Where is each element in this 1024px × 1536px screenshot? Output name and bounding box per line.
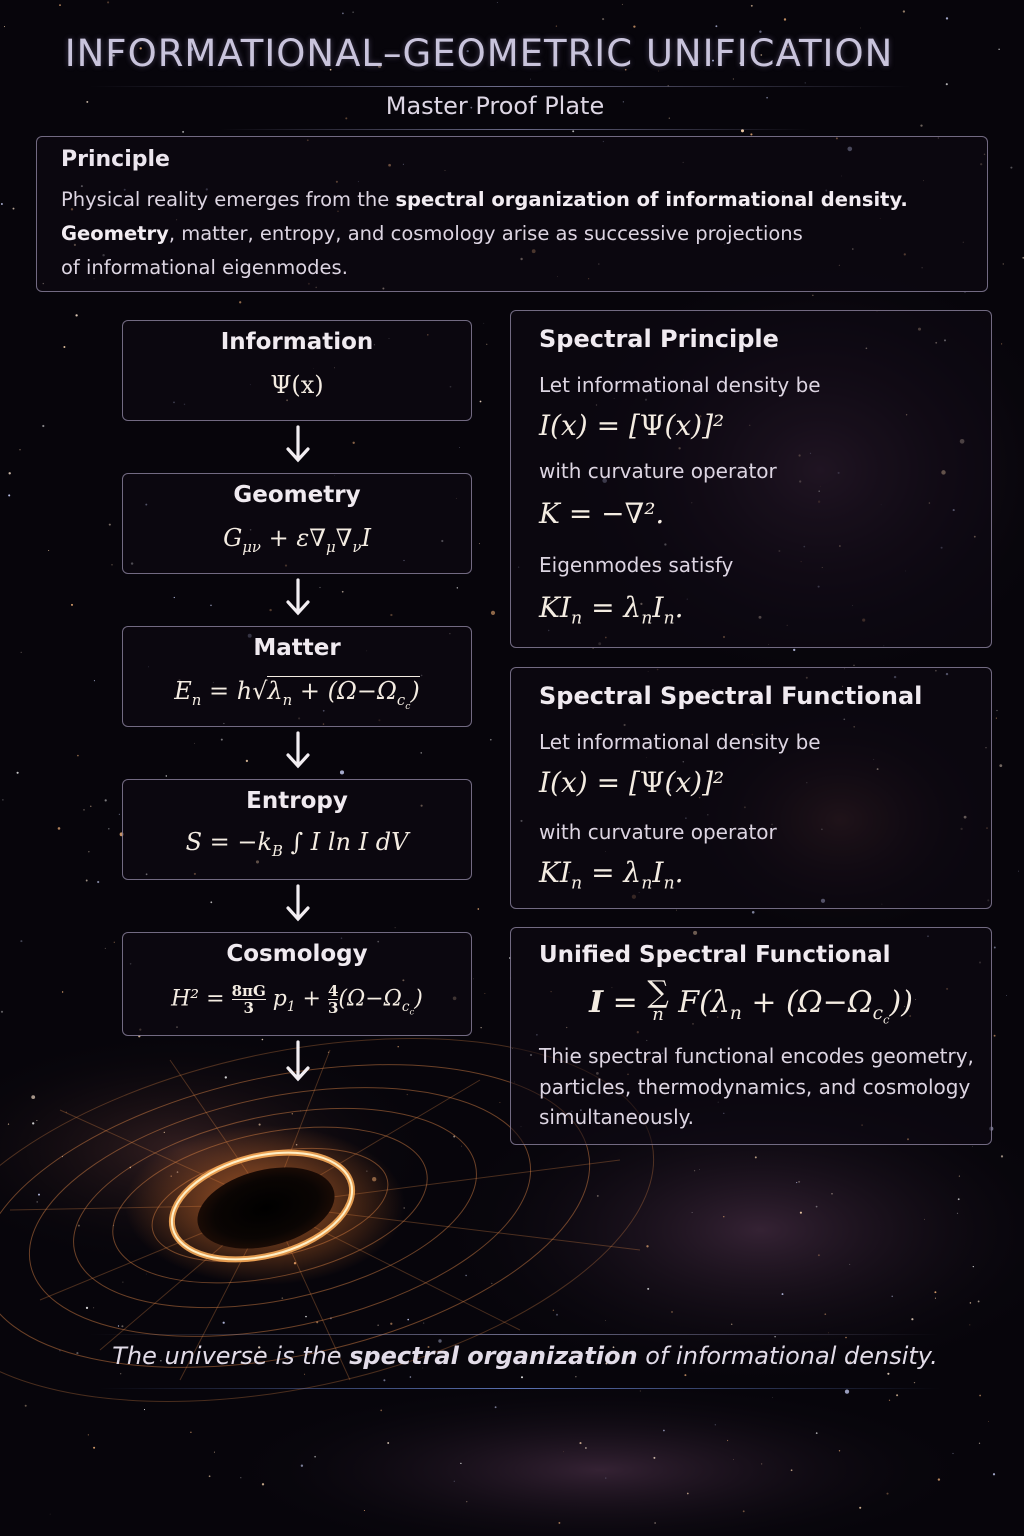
star: [934, 1291, 936, 1293]
star: [105, 799, 107, 801]
flow-node-geometry: [122, 473, 472, 574]
star: [958, 1198, 960, 1200]
star: [676, 910, 677, 911]
star: [58, 827, 61, 830]
star: [896, 1394, 898, 1396]
star: [994, 947, 996, 949]
star: [715, 1424, 716, 1425]
spectral-functional-heading: Spectral Spectral Functional: [539, 682, 923, 710]
node-equation: $S = -k_B$ ∫ I ln I dV: [185, 828, 409, 860]
star: [575, 1376, 576, 1377]
star: [19, 449, 20, 450]
unified-functional-heading: Unified Spectral Functional: [539, 942, 891, 968]
star: [733, 1459, 734, 1460]
node-label: Information: [220, 329, 374, 355]
star: [13, 208, 15, 210]
star: [114, 942, 115, 943]
star: [395, 927, 396, 928]
star: [946, 17, 948, 19]
star: [301, 1465, 303, 1467]
star: [969, 1324, 970, 1325]
star: [782, 1293, 784, 1295]
star: [970, 1302, 972, 1304]
flow-node-cosmology: [122, 932, 472, 1036]
star: [484, 323, 485, 324]
star: [380, 1410, 382, 1412]
star: [999, 764, 1002, 767]
star: [75, 314, 77, 316]
unified-functional-text1: Thie spectral functional encodes geometry,: [539, 1044, 974, 1068]
star: [342, 13, 344, 15]
flow-node-information: [122, 320, 472, 421]
node-equation: Ψ(x): [270, 371, 324, 399]
star: [305, 1316, 306, 1317]
page-title: INFORMATIONAL–GEOMETRIC UNIFICATION: [64, 32, 894, 75]
star: [761, 1463, 762, 1464]
star: [579, 1442, 581, 1444]
star: [86, 1307, 88, 1309]
principle-line2-a: Geometry: [61, 222, 169, 245]
star: [119, 814, 120, 815]
star: [383, 1379, 385, 1381]
star: [174, 597, 175, 598]
star: [97, 881, 99, 883]
down-arrow-icon: [283, 731, 313, 771]
principle-line2-b: , matter, entropy, and cosmology arise as successive projections: [168, 222, 803, 245]
spectral-principle-text1: Let informational density be: [539, 373, 821, 397]
star: [481, 1027, 482, 1028]
star: [86, 880, 88, 882]
star: [752, 911, 755, 914]
principle-panel: [36, 136, 988, 292]
star: [495, 1406, 497, 1408]
star: [796, 1182, 797, 1183]
star: [640, 1391, 641, 1392]
star: [182, 131, 184, 133]
star: [492, 1283, 493, 1284]
star: [812, 295, 813, 296]
star: [88, 1434, 89, 1435]
star: [223, 1322, 225, 1324]
star: [911, 1318, 913, 1320]
star: [465, 1275, 466, 1276]
star: [924, 1219, 925, 1220]
star: [654, 1522, 655, 1523]
star: [210, 605, 211, 606]
star: [390, 614, 392, 616]
star: [59, 4, 61, 6]
star: [17, 772, 19, 774]
star: [996, 718, 997, 719]
star: [1, 203, 3, 205]
principle-line1-a: Physical reality emerges from the: [61, 188, 396, 211]
star: [239, 301, 241, 303]
star: [36, 1201, 38, 1203]
footer-quote: [0, 1342, 1024, 1370]
page-subtitle: Master Proof Plate: [385, 92, 605, 120]
star: [602, 18, 604, 20]
star: [715, 25, 717, 27]
star: [164, 1132, 165, 1133]
star: [2, 799, 3, 800]
principle-line3: of informational eigenmodes.: [61, 256, 348, 279]
star: [593, 648, 594, 649]
subtitle-divider: [220, 129, 810, 130]
star: [692, 1212, 693, 1213]
star: [94, 680, 95, 681]
star: [269, 609, 271, 611]
star: [25, 1405, 27, 1407]
star: [556, 1314, 558, 1316]
unified-functional-text3: simultaneously.: [539, 1105, 694, 1129]
star: [646, 1245, 648, 1247]
star: [784, 18, 786, 20]
star: [558, 1522, 560, 1524]
spectral-principle-eq3: $KI_n = \lambda_nI_n$.: [539, 591, 684, 629]
principle-line1-b: spectral organization of informational density.: [395, 188, 908, 211]
node-equation: $E_n = h√\lambda_n + (\Omega-\Omega_{c_c})$: [174, 677, 420, 712]
footer-quote-a: The universe is the: [112, 1342, 350, 1370]
star: [1003, 263, 1004, 264]
star: [421, 752, 422, 753]
star: [38, 1194, 40, 1196]
star: [42, 425, 44, 427]
star: [979, 1443, 980, 1444]
star: [743, 1510, 745, 1512]
star: [647, 1288, 649, 1290]
star: [105, 948, 106, 949]
star: [48, 550, 49, 551]
star: [63, 346, 65, 348]
star: [959, 1176, 960, 1177]
down-arrow-icon: [283, 884, 313, 924]
star: [751, 5, 753, 7]
spectral-principle-text2: with curvature operator: [539, 459, 777, 483]
star: [530, 79, 531, 80]
flow-node-matter: [122, 626, 472, 727]
node-label: Matter: [253, 635, 341, 661]
star: [887, 1373, 889, 1375]
flow-node-entropy: [122, 779, 472, 880]
star: [886, 1493, 888, 1495]
star: [1001, 1155, 1003, 1157]
spectral-functional-text2: with curvature operator: [539, 820, 777, 844]
star: [410, 1376, 412, 1378]
star: [486, 344, 487, 345]
footer-divider-top: [90, 1334, 940, 1335]
star: [1006, 995, 1007, 996]
down-arrow-icon: [283, 578, 313, 618]
star: [727, 1440, 728, 1441]
spectral-principle-panel: [510, 310, 992, 648]
star: [8, 1124, 9, 1125]
star: [166, 775, 167, 776]
star: [889, 1400, 890, 1401]
star: [653, 1457, 655, 1459]
star: [978, 1300, 980, 1302]
star: [1, 1011, 3, 1013]
star: [521, 1376, 523, 1378]
star: [585, 1447, 587, 1449]
star: [891, 1296, 892, 1297]
star: [353, 442, 355, 444]
star: [1018, 871, 1019, 872]
star: [77, 755, 79, 757]
star: [221, 739, 223, 741]
star: [423, 1323, 424, 1324]
star: [282, 1297, 284, 1299]
spectral-principle-eq1: I(x) = [Ψ(x)]²: [539, 409, 725, 442]
star: [9, 472, 11, 474]
star: [144, 1409, 145, 1410]
star: [457, 587, 458, 588]
star: [225, 1076, 227, 1078]
star: [262, 1039, 264, 1041]
unified-functional-text2: particles, thermodynamics, and cosmology: [539, 1075, 971, 1099]
star: [556, 25, 557, 26]
star: [622, 4, 623, 5]
star: [108, 828, 110, 830]
star: [342, 591, 344, 593]
star: [849, 1264, 850, 1265]
star: [816, 1432, 818, 1434]
star: [473, 979, 474, 980]
star: [772, 1397, 773, 1398]
star: [480, 401, 482, 403]
star: [860, 28, 861, 29]
star: [935, 1298, 936, 1299]
star: [996, 710, 997, 711]
star: [50, 1514, 51, 1515]
star: [818, 1254, 820, 1256]
star: [903, 10, 905, 12]
spectral-functional-text1: Let informational density be: [539, 730, 821, 754]
star: [733, 79, 734, 80]
star: [90, 806, 91, 807]
star: [118, 1325, 119, 1326]
star: [687, 1493, 689, 1495]
star: [378, 1325, 379, 1326]
star: [914, 1382, 915, 1383]
star: [694, 1170, 695, 1171]
node-equation: H² = $\frac{8\pi G}{3}$ $p_1$ + $\frac{4}{3}$ $(\Omega-\Omega_{c_c})$: [171, 982, 423, 1017]
star: [845, 1337, 847, 1339]
star: [952, 1453, 953, 1454]
star: [845, 1389, 849, 1393]
star: [572, 130, 574, 132]
star: [62, 991, 63, 992]
star: [146, 1274, 147, 1275]
star: [663, 1430, 665, 1432]
spectral-functional-eq2: $KI_n = \lambda_nI_n$.: [539, 856, 684, 894]
star: [816, 1206, 818, 1208]
star: [194, 743, 195, 744]
star: [304, 1374, 305, 1375]
star: [597, 1195, 599, 1197]
star: [397, 1046, 398, 1047]
star: [466, 1501, 467, 1502]
star: [774, 1336, 775, 1337]
node-label: Cosmology: [226, 941, 368, 967]
star: [499, 1102, 500, 1103]
star: [407, 1094, 408, 1095]
star: [965, 292, 966, 293]
star: [791, 1469, 793, 1471]
star: [78, 1225, 80, 1227]
star: [491, 611, 495, 615]
star: [8, 494, 10, 496]
star: [854, 665, 855, 666]
star: [20, 940, 22, 942]
star: [993, 1473, 995, 1475]
principle-text: [61, 183, 981, 285]
star: [407, 1319, 409, 1321]
principle-heading: Principle: [61, 147, 170, 172]
star: [387, 1442, 389, 1444]
star: [459, 447, 460, 448]
star: [262, 1483, 264, 1485]
star: [214, 1452, 215, 1453]
star: [731, 1324, 733, 1326]
down-arrow-icon: [283, 1040, 313, 1084]
spectral-principle-heading: Spectral Principle: [539, 325, 779, 353]
star: [793, 649, 795, 651]
star: [684, 1374, 686, 1376]
star: [479, 543, 480, 544]
star: [93, 1307, 94, 1308]
footer-quote-c: of informational density.: [637, 1342, 938, 1370]
star: [460, 1463, 461, 1464]
title-divider: [90, 86, 910, 87]
star: [190, 1432, 191, 1433]
star: [107, 1, 109, 3]
star: [824, 1313, 826, 1315]
spectral-principle-eq2: K = −∇².: [539, 497, 665, 530]
star: [36, 1120, 37, 1121]
star: [805, 82, 806, 83]
star: [122, 1282, 123, 1283]
star: [111, 564, 113, 566]
star: [352, 12, 353, 13]
star: [93, 1447, 95, 1449]
star: [988, 1421, 989, 1422]
star: [755, 1156, 757, 1158]
star: [1001, 343, 1002, 344]
star: [938, 1478, 940, 1480]
star: [972, 1146, 973, 1147]
star: [563, 1451, 564, 1452]
down-arrow-icon: [283, 425, 313, 465]
star: [32, 1122, 34, 1124]
star: [485, 993, 486, 994]
star: [390, 1323, 392, 1325]
footer-divider-bottom: [100, 1388, 940, 1389]
star: [109, 524, 111, 526]
star: [957, 1213, 958, 1214]
star: [633, 25, 635, 27]
star: [699, 1169, 700, 1170]
star: [240, 1477, 241, 1478]
star: [83, 809, 84, 810]
star: [998, 49, 999, 50]
star: [831, 1193, 833, 1195]
star: [319, 587, 320, 588]
star: [71, 604, 73, 606]
star: [839, 1450, 840, 1451]
star: [21, 652, 22, 653]
spectral-functional-eq1: I(x) = [Ψ(x)]²: [539, 766, 725, 799]
star: [605, 1320, 606, 1321]
star: [31, 1095, 35, 1099]
star: [314, 1456, 316, 1458]
star: [946, 83, 948, 85]
star: [671, 1311, 672, 1312]
star: [121, 1325, 123, 1327]
node-label: Geometry: [233, 482, 361, 508]
star: [859, 1507, 861, 1509]
star: [4, 26, 5, 27]
star: [553, 1310, 554, 1311]
star: [88, 851, 89, 852]
star: [120, 1373, 121, 1374]
star: [973, 1266, 974, 1267]
spectral-functional-panel: [510, 667, 992, 909]
star: [364, 1510, 365, 1511]
star: [979, 1395, 981, 1397]
node-equation: $G_{\mu\nu} + \varepsilon\nabla_\mu\nabla_\nu I$: [223, 524, 371, 556]
spectral-principle-text3: Eigenmodes satisfy: [539, 553, 734, 577]
star: [477, 908, 479, 910]
unified-functional-equation: I = ∑ n $F(\lambda_n + (\Omega-\Omega_{c_c}))$: [589, 975, 913, 1027]
star: [800, 1212, 802, 1214]
node-label: Entropy: [246, 788, 348, 814]
star: [454, 1481, 455, 1482]
star: [1010, 167, 1012, 169]
star: [246, 760, 248, 762]
star: [605, 1478, 606, 1479]
star: [723, 1216, 724, 1217]
star: [497, 2, 498, 3]
star: [994, 1035, 996, 1037]
star: [490, 739, 492, 741]
star: [798, 1181, 800, 1183]
footer-quote-b: spectral organization: [349, 1342, 638, 1370]
star: [292, 1113, 293, 1114]
star: [461, 1146, 462, 1147]
star: [209, 1475, 211, 1477]
unified-functional-panel: [510, 927, 992, 1145]
star: [340, 770, 344, 774]
star: [210, 901, 212, 903]
star: [920, 124, 922, 126]
